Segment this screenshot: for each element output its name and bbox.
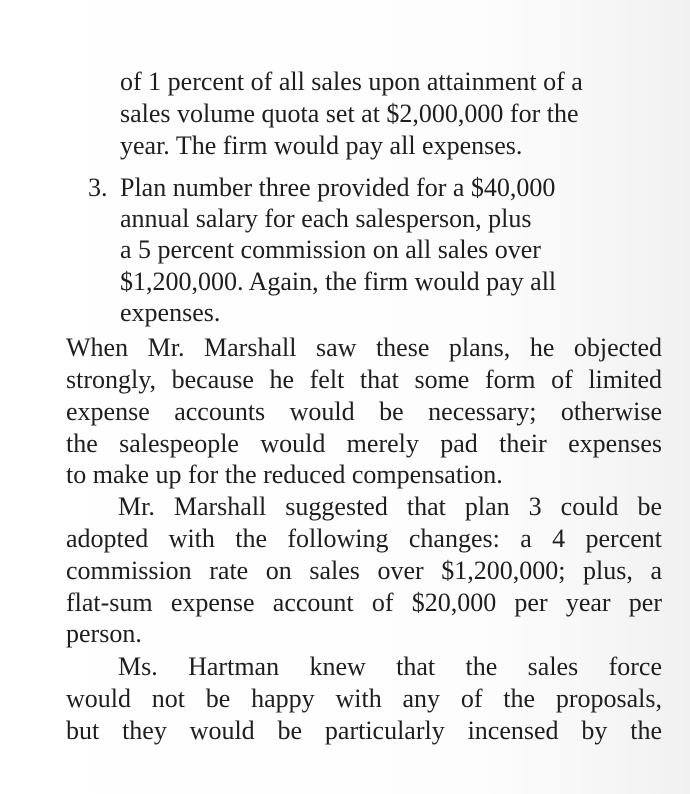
text-line: Plan number three provided for a $40,000	[120, 173, 556, 202]
text-line: but they would be particularly incensed by the	[66, 716, 662, 745]
text-line: strongly, because he felt that some form of limited	[66, 365, 662, 394]
text-line: annual salary for each salesperson, plus	[120, 204, 532, 233]
text-line: of 1 percent of all sales upon attainment of a	[120, 67, 583, 96]
text-line: commission rate on sales over $1,200,000; plus, a	[66, 556, 662, 585]
text-line: year. The firm would pay all expenses.	[120, 131, 523, 160]
text-line: person.	[66, 619, 142, 648]
text-line: would not be happy with any of the proposals,	[66, 684, 662, 713]
text-line: flat-sum expense account of $20,000 per year per	[66, 588, 662, 617]
list-number: 3.	[88, 173, 108, 202]
text-line: expense accounts would be necessary; otherwise	[66, 397, 662, 426]
text-line: expenses.	[120, 298, 221, 327]
text-line: Ms. Hartman knew that the sales force	[118, 652, 662, 681]
text-line: sales volume quota set at $2,000,000 for the	[120, 99, 579, 128]
text-line: to make up for the reduced compensation.	[66, 460, 503, 489]
text-line: adopted with the following changes: a 4 percent	[66, 524, 662, 553]
text-line: a 5 percent commission on all sales over	[120, 235, 541, 264]
text-line: $1,200,000. Again, the firm would pay all	[120, 267, 557, 296]
text-line: When Mr. Marshall saw these plans, he objected	[66, 333, 662, 362]
text-line: Mr. Marshall suggested that plan 3 could be	[118, 492, 662, 521]
text-line: the salespeople would merely pad their expenses	[66, 429, 662, 458]
